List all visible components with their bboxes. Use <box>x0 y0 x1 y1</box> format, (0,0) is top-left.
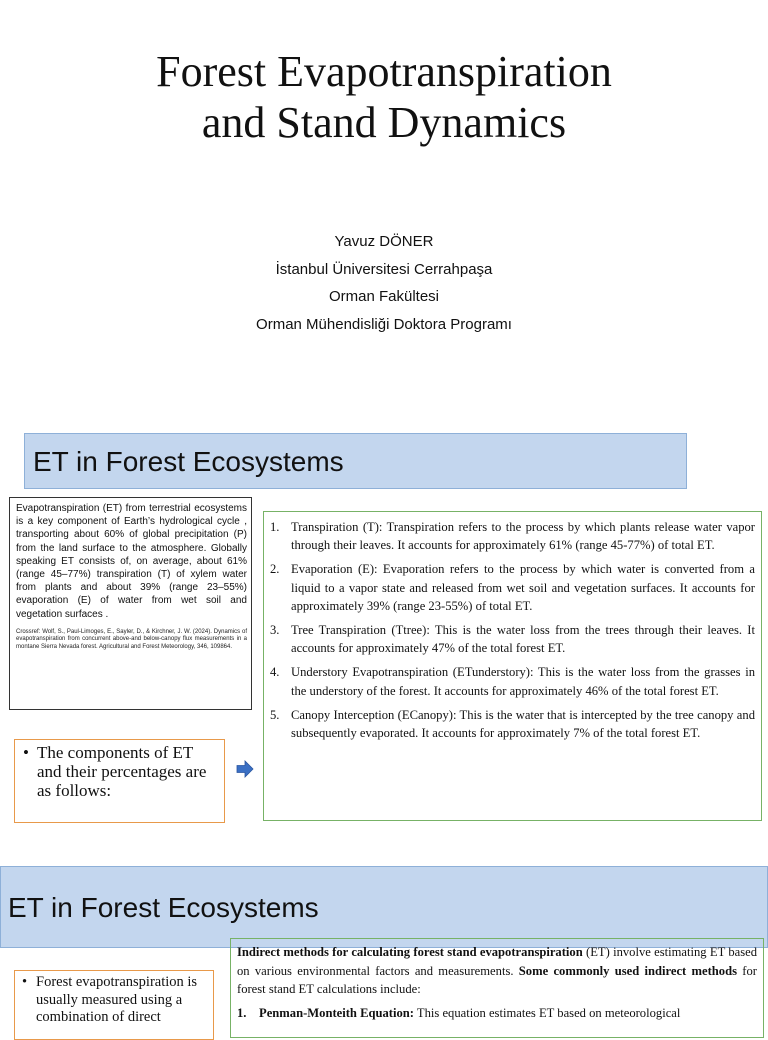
list-item: 5. Canopy Interception (ECanopy): This is the water that is intercepted by the tree canopy and subsequently evaporated. It accounts for approximately 7% of the total forest ET. <box>270 707 755 741</box>
bullet-icon: • <box>22 974 28 990</box>
list-item: 1. Transpiration (T): Transpiration refers to the process by which plants release water vapor through their leaves. It accounts for approximately 61% (range 45-77%) of total ET. <box>270 520 755 553</box>
indirect-methods-box <box>230 938 764 1038</box>
section1-heading: ET in Forest Ecosystems <box>24 433 687 489</box>
measurement-bullet-text: Forest evapotranspiration is usually measured using a combination of direct <box>36 974 198 1025</box>
measurement-callout <box>14 970 214 1040</box>
author-block <box>0 228 768 338</box>
bullet-icon: • <box>23 743 29 762</box>
intro-paragraph: Evapotranspiration (ET) from terrestrial ecosystems is a key component of Earth’s hydrological cycle , transporting about 60% of global precipitation (P) from the land surface to the atmosphere. Globally speaking ET consists of, on average, about 61% (range 45–77%) transpiration (T) of xylem water from plants and about 39% (range 23–55%) evaporation (E) of water from wet soil and vegetation surfaces . <box>16 503 247 620</box>
slide-title <box>0 46 768 148</box>
list-item: 4. Understory Evapotranspiration (ETunderstory): This is the water loss from the grasses in the understory of the forest. It accounts for approximately 46% of the total forest ET. <box>270 665 755 698</box>
section2-heading: ET in Forest Ecosystems <box>0 866 768 948</box>
list-item: 2. Evaporation (E): Evaporation refers to the process by which water is converted from a liquid to a vapor state and released from wet soil and vegetation surfaces. It accounts for approximately 39% (range 23-55%) of total ET. <box>270 562 755 613</box>
title-line-1: Forest Evapotranspiration <box>156 47 612 96</box>
list-item: 1. Penman-Monteith Equation: This equation estimates ET based on meteorological <box>237 1005 681 1020</box>
components-callout <box>14 739 225 823</box>
title-line-2: and Stand Dynamics <box>201 98 567 147</box>
intro-text-box <box>9 497 252 710</box>
author-name: Yavuz DÖNER <box>334 233 434 250</box>
author-faculty: Orman Fakültesi <box>328 288 440 305</box>
components-bullet-text: The components of ET and their percentages are as follows: <box>37 743 207 800</box>
list-item: 3. Tree Transpiration (Ttree): This is the water loss from the trees through their leaves. It accounts for approximately 47% of the total forest ET. <box>270 623 755 656</box>
right-arrow-icon <box>236 760 254 778</box>
indirect-methods-paragraph: Indirect methods for calculating forest stand evapotranspiration (ET) involve estimating ET based on various environmental factors and measurements. Some commonly used indirect methods for forest stand ET calculations include: <box>237 945 757 996</box>
et-components-list <box>263 511 762 821</box>
author-university: İstanbul Üniversitesi Cerrahpaşa <box>275 260 493 278</box>
author-program: Orman Mühendisliği Doktora Programı <box>256 315 512 333</box>
reference-citation: Crossref: Wolf, S., Paul-Limoges, E., Sayler, D., & Kirchner, J. W. (2024). Dynamics of evapotranspiration from concurrent above-and below-canopy flux measurements in a montane Sierra Nevada forest. Agricultural and Forest Meteorology, 346, 109864. <box>16 628 247 651</box>
